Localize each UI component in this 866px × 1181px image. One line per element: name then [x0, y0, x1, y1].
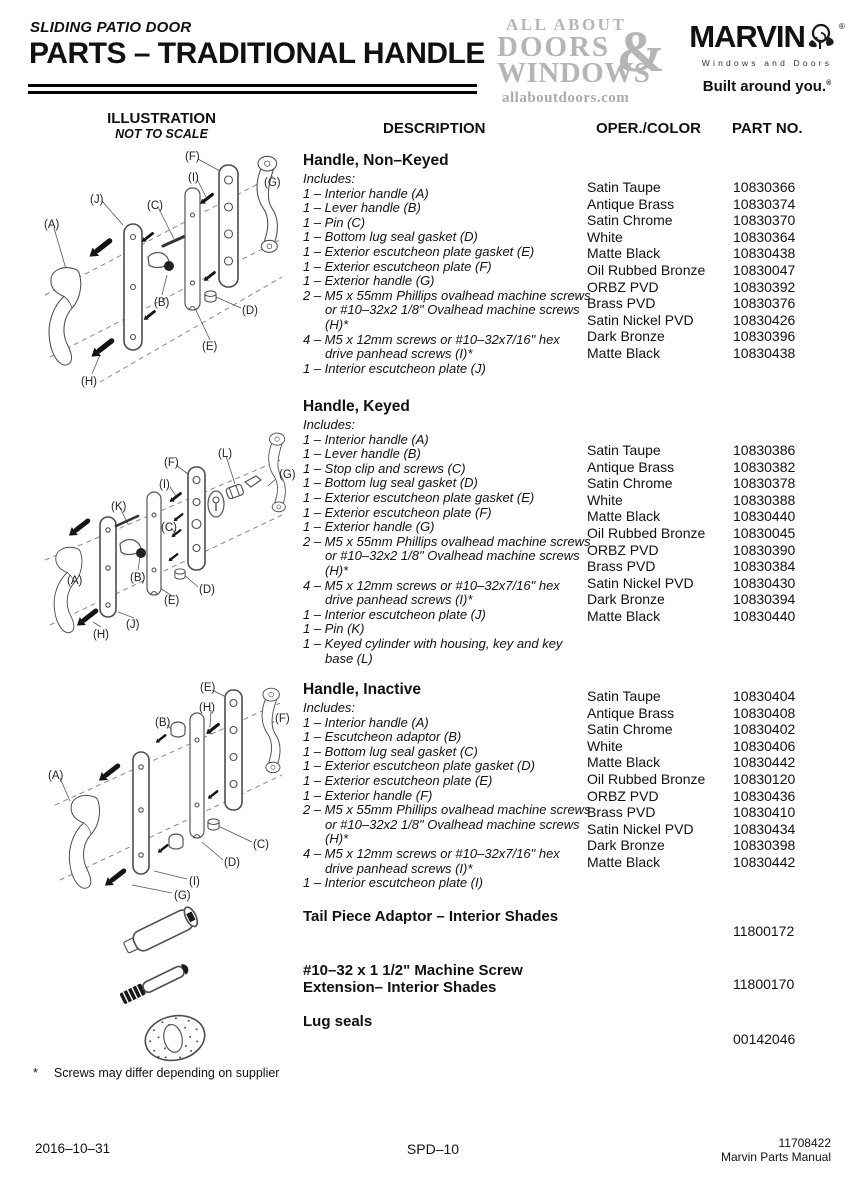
part-number: 10830442: [733, 853, 796, 870]
part-number: 10830442: [733, 754, 796, 771]
all-about-doors-logo: [497, 15, 667, 107]
part-number: 10830426: [733, 311, 796, 328]
color-name: ORBZ PVD: [587, 787, 659, 804]
parts-list-item: 1 – Interior handle (A): [303, 714, 429, 730]
color-name: Matte Black: [587, 754, 661, 771]
footnote: [33, 1066, 279, 1080]
callout-label-D: (D): [199, 584, 215, 596]
color-name: Brass PVD: [587, 804, 656, 821]
exploded-view-handle-keyed: [30, 420, 300, 660]
color-part-table-non-keyed: [587, 179, 857, 362]
color-part-row: [587, 475, 857, 492]
part-number: 10830384: [733, 558, 796, 575]
machine-screw-G: [102, 866, 129, 890]
parts-list-item: 1 – Bottom lug seal gasket (D): [303, 475, 478, 491]
color-name: Antique Brass: [587, 458, 675, 475]
color-part-table-keyed: [587, 442, 857, 625]
parts-list-item: 1 – Interior escutcheon plate (J): [303, 606, 486, 622]
color-name: Matte Black: [587, 508, 661, 525]
bottom-lug-C: [208, 819, 219, 830]
escutcheon-gasket-D: [190, 713, 204, 838]
color-part-row: [587, 754, 857, 771]
section-title: Handle, Keyed: [303, 398, 410, 415]
column-header-part-no: PART NO.: [732, 120, 803, 137]
interior-handle-A: [69, 796, 99, 889]
callout-label-B: (B): [154, 297, 170, 309]
parts-list-item: 4 – M5 x 12mm screws or #10–32x7/16" hex drive panhead screws (I)*: [303, 845, 560, 876]
color-name: White: [587, 737, 623, 754]
footnote-text: Screws may differ depending on supplier: [53, 1066, 280, 1080]
title-rule: [28, 84, 477, 94]
exterior-handle-G: [257, 156, 278, 252]
part-number: 10830047: [733, 261, 796, 278]
aad-ampersand: &: [616, 19, 665, 84]
parts-list-item: 4 – M5 x 12mm screws or #10–32x7/16" hex drive panhead screws (I)*: [303, 331, 560, 362]
part-number: 10830410: [733, 804, 796, 821]
page-title: PARTS – TRADITIONAL HANDLE: [29, 37, 485, 70]
callout-label-H: (H): [81, 376, 97, 388]
parts-list-item: 1 – Lever handle (B): [303, 200, 421, 216]
parts-list-item: 1 – Exterior handle (F): [303, 787, 433, 803]
callout-label-G: (G): [264, 177, 281, 189]
machine-screw-H: [74, 606, 101, 630]
color-name: Satin Nickel PVD: [587, 311, 694, 328]
callout-label-B: (B): [155, 717, 171, 729]
includes-label: Includes:: [303, 171, 356, 186]
callout-label-A: (A): [44, 219, 60, 231]
color-name: Oil Rubbed Bronze: [587, 524, 706, 541]
exploded-view-handle-inactive: [30, 675, 300, 905]
footer-doc-info: [721, 1136, 831, 1164]
interior-escutcheon-plate-I: [133, 752, 149, 874]
marvin-tagline-reg: ®: [826, 80, 832, 87]
part-number: 10830382: [733, 458, 796, 475]
marvin-subtitle: Windows and Doors: [701, 58, 833, 68]
parts-list-item: 2 – M5 x 55mm Phillips ovalhead machine screws or #10–32x2 1/8" Ovalhead machine screws (H)*: [303, 287, 591, 332]
callout-label-I: (I): [189, 876, 200, 888]
panhead-screw-I: [167, 552, 179, 563]
parts-list-item: 1 – Exterior escutcheon plate gasket (D): [303, 758, 535, 774]
extra-item-part-number: 11800172: [733, 923, 795, 939]
bottom-lug-D: [175, 569, 185, 579]
part-number: 10830045: [733, 524, 796, 541]
callout-label-G: (G): [279, 469, 296, 481]
exterior-handle-F: [262, 688, 280, 772]
parts-list-item: 4 – M5 x 12mm screws or #10–32x7/16" hex drive panhead screws (I)*: [303, 577, 560, 608]
lever-handle-B: [148, 253, 174, 272]
color-name: Brass PVD: [587, 558, 656, 575]
extra-item-title-screw-extension: #10–32 x 1 1/2" Machine Screw Extension– Interior Shades: [303, 962, 523, 996]
part-number: 10830386: [733, 442, 796, 458]
part-number: 10830370: [733, 212, 796, 229]
color-name: Matte Black: [587, 344, 661, 361]
parts-list: [303, 433, 591, 667]
aad-logo-line2: DOORS: [497, 31, 611, 63]
panhead-screw: [156, 843, 169, 855]
color-part-row: [587, 558, 857, 575]
extra-item-part-number: 11800170: [733, 976, 795, 992]
part-number: 10830438: [733, 344, 796, 361]
exterior-escutcheon-plate-F: [219, 165, 238, 287]
callout-label-F: (F): [164, 457, 179, 469]
callout-label-C: (C): [161, 522, 177, 534]
part-number: 10830438: [733, 245, 796, 262]
color-name: Matte Black: [587, 245, 661, 262]
parts-list-item: 1 – Interior handle (A): [303, 431, 429, 447]
includes-label: Includes:: [303, 417, 356, 432]
escutcheon-adaptor-B: [171, 722, 185, 737]
panhead-screw: [154, 733, 167, 745]
column-header-description: DESCRIPTION: [383, 120, 486, 137]
color-name: Matte Black: [587, 607, 661, 624]
part-number: 10830402: [733, 721, 796, 738]
machine-screw-extension-figure: [110, 956, 205, 1009]
aad-website: allaboutdoors.com: [502, 90, 630, 106]
color-part-row: [587, 328, 857, 345]
machine-screw-H: [86, 235, 115, 261]
color-name: Matte Black: [587, 853, 661, 870]
color-part-row: [587, 854, 857, 871]
parts-list-item: 1 – Exterior handle (G): [303, 273, 435, 289]
color-part-row: [587, 721, 857, 738]
parts-list-item: 1 – Exterior escutcheon plate (E): [303, 772, 493, 788]
color-name: Dark Bronze: [587, 837, 665, 854]
parts-list-item: 1 – Exterior escutcheon plate (F): [303, 258, 492, 274]
parts-list-item: 1 – Bottom lug seal gasket (C): [303, 743, 478, 759]
parts-list-item: 1 – Bottom lug seal gasket (D): [303, 229, 478, 245]
machine-screw-G: [96, 761, 123, 785]
callout-label-H: (H): [93, 629, 109, 641]
extra-item-part-number: 00142046: [733, 1031, 796, 1047]
part-number: 10830434: [733, 820, 796, 837]
color-part-row: [587, 442, 857, 459]
color-part-row: [587, 459, 857, 476]
parts-list-item: 1 – Interior handle (A): [303, 185, 429, 201]
color-name: Oil Rubbed Bronze: [587, 770, 706, 787]
lever-handle-B: [120, 540, 146, 559]
footnote-mark: *: [33, 1066, 38, 1080]
interior-escutcheon-plate-J: [100, 517, 116, 617]
color-part-row: [587, 196, 857, 213]
escutcheon-adaptor-bottom: [169, 834, 183, 849]
extra-item-title-tail-piece: Tail Piece Adaptor – Interior Shades: [303, 908, 559, 925]
parts-list-item: 1 – Pin (C): [303, 214, 366, 230]
aad-logo-line3: WINDOWS: [497, 57, 651, 89]
callout-label-A: (A): [67, 575, 83, 587]
parts-list-item: 1 – Exterior escutcheon plate gasket (E): [303, 243, 535, 259]
callout-label-I: (I): [188, 172, 199, 184]
color-name: Satin Taupe: [587, 179, 661, 195]
panhead-screw: [206, 789, 219, 801]
marvin-logo-name: MARVIN: [689, 19, 805, 54]
exterior-escutcheon-plate-E: [225, 690, 242, 810]
panhead-screw-H: [204, 721, 221, 736]
color-part-table-inactive: [587, 688, 857, 871]
color-part-row: [587, 771, 857, 788]
parts-list-item: 1 – Exterior handle (G): [303, 519, 435, 535]
color-name: Satin Chrome: [587, 212, 673, 229]
part-number: 10830398: [733, 837, 796, 854]
color-part-row: [587, 804, 857, 821]
section-title: Handle, Inactive: [303, 681, 422, 698]
color-part-row: [587, 837, 857, 854]
callout-label-H: (H): [199, 702, 215, 714]
callout-label-E: (E): [200, 682, 216, 694]
color-name: Satin Nickel PVD: [587, 574, 694, 591]
not-to-scale-note: NOT TO SCALE: [115, 127, 208, 141]
tail-piece-adaptor-figure: [118, 903, 213, 958]
parts-list-item: 1 – Lever handle (B): [303, 446, 421, 462]
marvin-registered-mark: ®: [838, 22, 845, 31]
section-title: Handle, Non–Keyed: [303, 152, 449, 169]
interior-handle-A: [49, 268, 81, 365]
color-part-row: [587, 179, 857, 196]
parts-list-item: 1 – Exterior escutcheon plate gasket (E): [303, 489, 535, 505]
parts-list: [303, 187, 591, 377]
machine-screw-H: [66, 516, 93, 540]
color-part-row: [587, 295, 857, 312]
exploded-view-handle-non-keyed: [30, 145, 300, 395]
callout-label-E: (E): [202, 341, 218, 353]
parts-list: [303, 716, 591, 891]
includes-label: Includes:: [303, 700, 356, 715]
footer-page-code: SPD–10: [406, 1141, 460, 1157]
callout-label-D: (D): [242, 305, 258, 317]
color-name: Oil Rubbed Bronze: [587, 261, 706, 278]
color-part-row: [587, 212, 857, 229]
color-part-row: [587, 492, 857, 509]
panhead-screw-I: [202, 269, 217, 283]
marvin-logo: [688, 19, 846, 95]
color-part-row: [587, 608, 857, 625]
escutcheon-gasket-E: [147, 492, 161, 595]
callout-label-I: (I): [159, 479, 170, 491]
part-number: 10830430: [733, 574, 796, 591]
part-number: 10830374: [733, 195, 796, 212]
document-category: SLIDING PATIO DOOR: [30, 19, 192, 36]
part-number: 10830408: [733, 704, 796, 721]
bottom-lug-D: [205, 291, 216, 302]
part-number: 10830392: [733, 278, 796, 295]
color-part-row: [587, 229, 857, 246]
exterior-escutcheon-plate-F: [188, 467, 205, 570]
color-name: Dark Bronze: [587, 591, 665, 608]
part-number: 10830440: [733, 508, 796, 525]
color-part-row: [587, 821, 857, 838]
part-number: 10830378: [733, 475, 796, 492]
color-name: Satin Nickel PVD: [587, 820, 694, 837]
color-name: Satin Chrome: [587, 475, 673, 492]
part-number: 10830366: [733, 179, 796, 195]
part-number: 10830406: [733, 737, 796, 754]
color-name: Satin Chrome: [587, 721, 673, 738]
part-number: 10830396: [733, 328, 796, 345]
parts-list-item: 2 – M5 x 55mm Phillips ovalhead machine screws or #10–32x2 1/8" Ovalhead machine screws (H)*: [303, 533, 591, 578]
escutcheon-gasket-E: [185, 188, 200, 310]
part-number: 10830394: [733, 591, 796, 608]
color-part-row: [587, 542, 857, 559]
parts-list-item: 1 – Keyed cylinder with housing, key and key base (L): [303, 635, 563, 666]
parts-list-item: 1 – Interior escutcheon plate (I): [303, 875, 483, 891]
keyed-cylinder-L: [225, 484, 244, 500]
color-part-row: [587, 245, 857, 262]
color-part-row: [587, 525, 857, 542]
parts-list-item: 1 – Exterior escutcheon plate (F): [303, 504, 492, 520]
callout-label-F: (F): [185, 151, 200, 163]
callout-label-G: (G): [174, 890, 191, 902]
color-part-row: [587, 688, 857, 705]
color-part-row: [587, 738, 857, 755]
panhead-screw-I: [198, 191, 215, 206]
callout-label-C: (C): [147, 200, 163, 212]
section-handle-keyed: [303, 398, 591, 666]
callout-label-A: (A): [48, 770, 64, 782]
color-name: Brass PVD: [587, 295, 656, 312]
footer-doc-number: 11708422: [778, 1136, 831, 1150]
cylinder-housing: [208, 491, 224, 517]
color-part-row: [587, 788, 857, 805]
marvin-tagline: Built around you.®: [702, 78, 832, 95]
callout-label-J: (J): [126, 619, 140, 631]
color-part-row: [587, 262, 857, 279]
interior-handle-A: [54, 547, 82, 632]
interior-escutcheon-plate-J: [124, 224, 142, 350]
parts-list-item: 1 – Stop clip and screws (C): [303, 460, 466, 476]
color-part-row: [587, 508, 857, 525]
color-name: Antique Brass: [587, 704, 675, 721]
section-handle-inactive: [303, 681, 591, 891]
parts-list-item: 2 – M5 x 55mm Phillips ovalhead machine screws or #10–32x2 1/8" Ovalhead machine screws (H)*: [303, 802, 591, 847]
pin-K: [116, 516, 138, 526]
color-name: ORBZ PVD: [587, 541, 659, 558]
callout-label-B: (B): [130, 572, 146, 584]
panhead-screw-I: [142, 308, 157, 322]
color-part-row: [587, 575, 857, 592]
footer-manual-name: Marvin Parts Manual: [720, 1150, 831, 1164]
marvin-rose-icon: [807, 22, 837, 57]
part-number: 10830120: [733, 770, 796, 787]
callout-label-E: (E): [164, 595, 180, 607]
color-name: White: [587, 228, 623, 245]
part-number: 10830404: [733, 688, 796, 704]
color-part-row: [587, 279, 857, 296]
parts-list-item: 1 – Interior escutcheon plate (J): [303, 360, 486, 376]
part-number: 10830376: [733, 295, 796, 312]
callout-label-C: (C): [253, 839, 269, 851]
callout-label-L: (L): [218, 448, 233, 460]
color-part-row: [587, 345, 857, 362]
column-header-oper-color: OPER./COLOR: [596, 120, 702, 137]
section-handle-non-keyed: [303, 152, 591, 376]
parts-list-item: 1 – Escutcheon adaptor (B): [303, 729, 462, 745]
lug-seal-figure: [128, 1008, 223, 1068]
part-number: 10830436: [733, 787, 796, 804]
callout-label-J: (J): [90, 194, 104, 206]
color-name: Satin Taupe: [587, 442, 661, 458]
callout-label-F: (F): [275, 713, 290, 725]
part-number: 10830440: [733, 607, 796, 624]
color-part-row: [587, 591, 857, 608]
part-number: 10830388: [733, 491, 796, 508]
color-name: Satin Taupe: [587, 688, 661, 704]
extra-item-title-lug-seals: Lug seals: [303, 1013, 373, 1030]
machine-screw-H: [88, 335, 117, 361]
aad-logo-line1: ALL ABOUT: [506, 15, 627, 34]
color-part-row: [587, 705, 857, 722]
parts-list-item: 1 – Pin (K): [303, 621, 365, 637]
color-name: ORBZ PVD: [587, 278, 659, 295]
part-number: 10830390: [733, 541, 796, 558]
color-name: Antique Brass: [587, 195, 675, 212]
footer-date: 2016–10–31: [35, 1141, 111, 1156]
callout-label-K: (K): [111, 501, 127, 513]
color-name: White: [587, 491, 623, 508]
color-part-row: [587, 312, 857, 329]
key-base: [245, 476, 261, 487]
column-header-illustration: ILLUSTRATION: [107, 110, 216, 127]
callout-label-D: (D): [224, 857, 240, 869]
part-number: 10830364: [733, 228, 796, 245]
color-name: Dark Bronze: [587, 328, 665, 345]
